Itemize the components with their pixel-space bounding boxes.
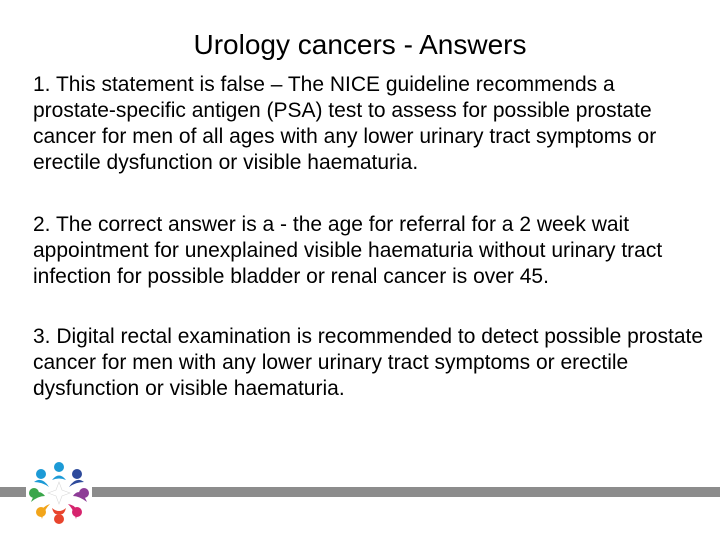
answer-item: 3. Digital rectal examination is recommended to detect possible prostate cancer for men with any lower urinary tract symptoms or erectile dysfunction or visible haematuria. xyxy=(33,325,704,400)
people-circle-logo-icon xyxy=(24,458,94,528)
footer-divider-left xyxy=(0,487,26,497)
footer-divider xyxy=(92,487,720,497)
answer-list xyxy=(33,72,703,438)
logo-star xyxy=(48,482,70,504)
logo-graphic xyxy=(24,458,94,528)
answer-item: 2. The correct answer is a - the age for referral for a 2 week wait appointment for unexplained visible haematuria without urinary tract infection for possible bladder or renal cancer is over 45. xyxy=(33,213,663,288)
answer-item: 1. This statement is false – The NICE guideline recommends a prostate‑specific antigen (PSA) test to assess for possible prostate cancer for men of all ages with any lower urinary tract symptoms or erectile dysfunction or visible haematuria. xyxy=(33,73,657,174)
slide-title: Urology cancers - Answers xyxy=(193,29,527,60)
